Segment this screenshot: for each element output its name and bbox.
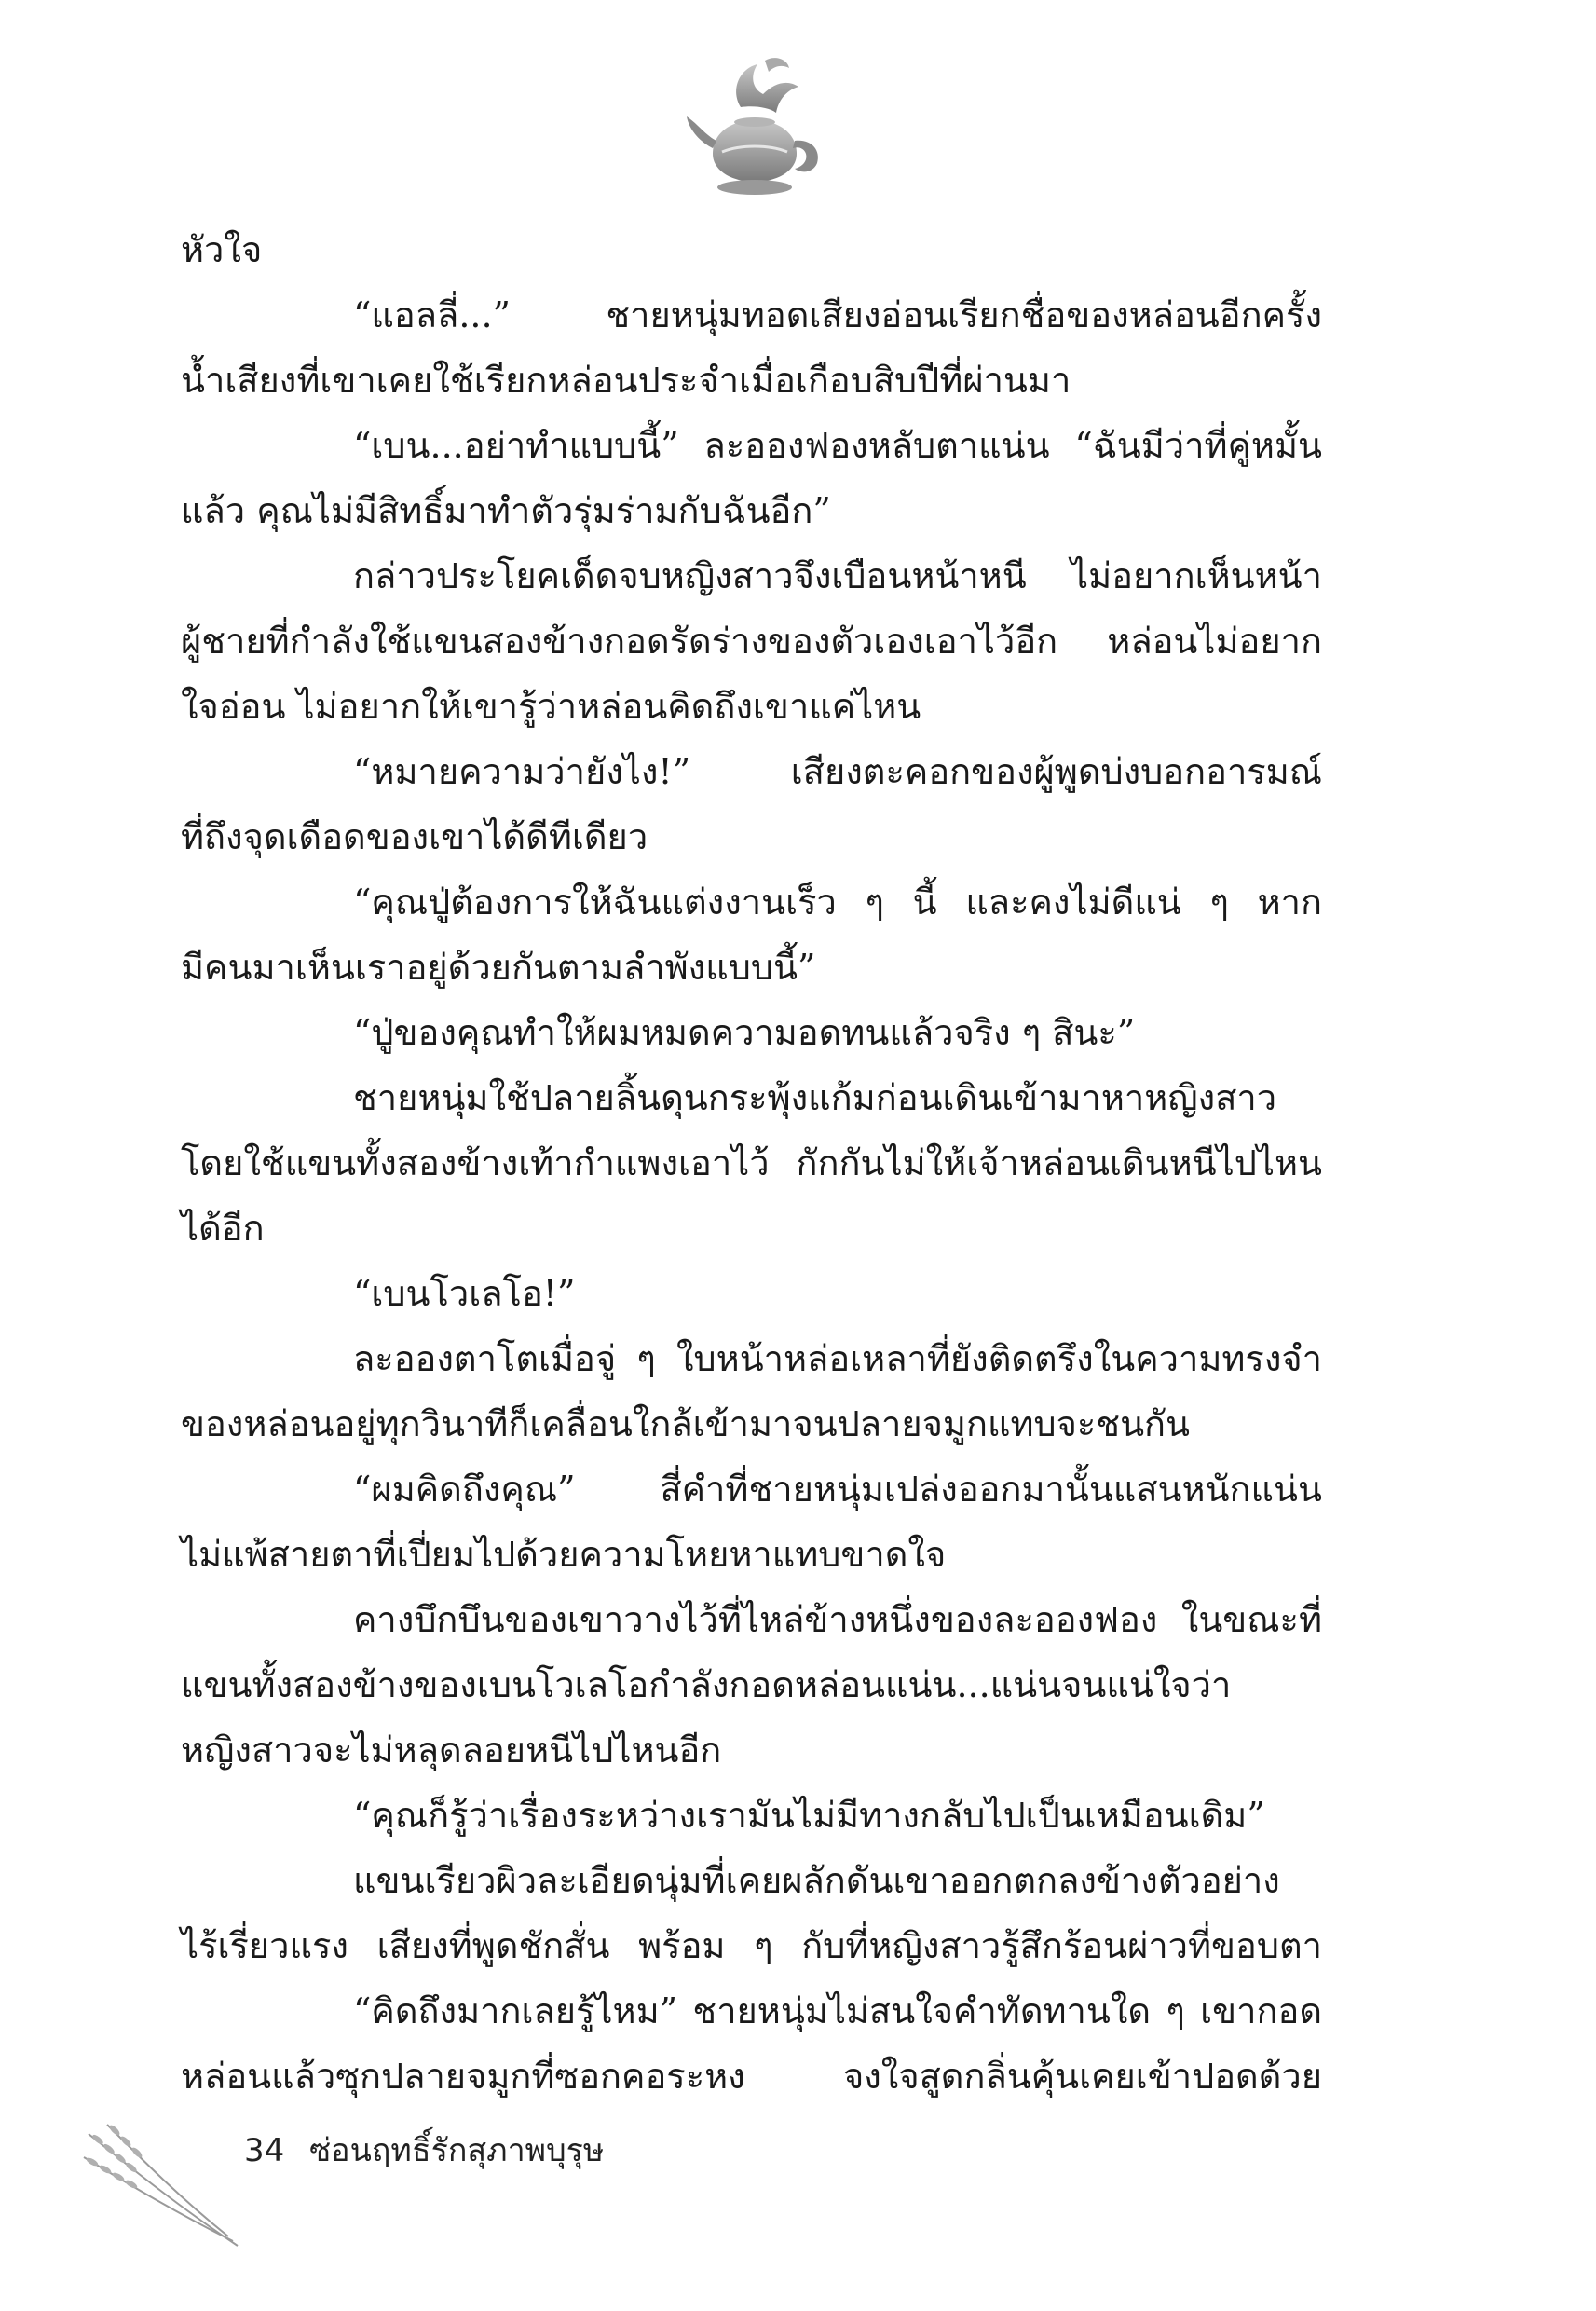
body-text <box>181 222 1322 2132</box>
text-line: ผู้ชายที่กำลังใช้แขนสองข้างกอดรัดร่างของตัวเองเอาไว้อีก หล่อนไม่อยาก <box>181 621 1322 662</box>
text-line: “คุณก็รู้ว่าเรื่องระหว่างเรามันไม่มีทางกลับไปเป็นเหมือนเดิม” <box>353 1795 1265 1836</box>
teapot-ornament-icon <box>685 51 825 210</box>
text-line: แล้ว คุณไม่มีสิทธิ์มาทำตัวรุ่มร่ามกับฉันอีก” <box>181 490 831 531</box>
text-line: น้ำเสียงที่เขาเคยใช้เรียกหล่อนประจำเมื่อเกือบสิบปีที่ผ่านมา <box>181 360 1071 401</box>
text-line: “ผมคิดถึงคุณ” สี่คำที่ชายหนุ่มเปล่งออกมานั้นแสนหนักแน่น <box>353 1469 1322 1510</box>
lavender-sprig-icon <box>79 2115 247 2255</box>
text-line: “คิดถึงมากเลยรู้ไหม” ชายหนุ่มไม่สนใจคำทัดทานใด ๆ เขากอด <box>353 1990 1322 2031</box>
text-line: ของหล่อนอยู่ทุกวินาทีก็เคลื่อนใกล้เข้ามาจนปลายจมูกแทบจะชนกัน <box>181 1403 1191 1444</box>
book-title: ซ่อนฤทธิ์รักสุภาพบุรุษ <box>309 2132 605 2169</box>
text-line: กล่าวประโยคเด็ดจบหญิงสาวจึงเบือนหน้าหนี ไม่อยากเห็นหน้า <box>353 555 1322 596</box>
text-line: ไร้เรี่ยวแรง เสียงที่พูดชักสั่น พร้อม ๆ กับที่หญิงสาวรู้สึกร้อนผ่าวที่ขอบตา <box>181 1925 1322 1966</box>
text-line: “คุณปู่ต้องการให้ฉันแต่งงานเร็ว ๆ นี้ และคงไม่ดีแน่ ๆ หาก <box>353 882 1322 923</box>
text-line: หัวใจ <box>181 229 263 270</box>
text-line: ใจอ่อน ไม่อยากให้เขารู้ว่าหล่อนคิดถึงเขาแค่ไหน <box>181 686 921 727</box>
text-line: หล่อนแล้วซุกปลายจมูกที่ซอกคอระหง จงใจสูดกลิ่นคุ้นเคยเข้าปอดด้วย <box>181 2056 1322 2097</box>
text-line: “แอลลี่...” ชายหนุ่มทอดเสียงอ่อนเรียกชื่อของหล่อนอีกครั้ง <box>353 294 1322 335</box>
text-line: “เบน...อย่าทำแบบนี้” ละอองฟองหลับตาแน่น “ฉันมีว่าที่คู่หมั้น <box>353 425 1322 466</box>
text-line: มีคนมาเห็นเราอยู่ด้วยกันตามลำพังแบบนี้” <box>181 947 816 988</box>
text-line: ชายหนุ่มใช้ปลายลิ้นดุนกระพุ้งแก้มก่อนเดินเข้ามาหาหญิงสาว <box>353 1077 1277 1118</box>
text-line: โดยใช้แขนทั้งสองข้างเท้ากำแพงเอาไว้ กักกันไม่ให้เจ้าหล่อนเดินหนีไปไหน <box>181 1142 1322 1183</box>
text-line: คางบึกบึนของเขาวางไว้ที่ไหล่ข้างหนึ่งของละอองฟอง ในขณะที่ <box>353 1599 1322 1640</box>
text-line: ละอองตาโตเมื่อจู่ ๆ ใบหน้าหล่อเหลาที่ยังติดตรึงในความทรงจำ <box>353 1338 1322 1379</box>
text-line: ได้อีก <box>181 1208 265 1249</box>
text-line: ไม่แพ้สายตาที่เปี่ยมไปด้วยความโหยหาแทบขาดใจ <box>181 1534 947 1575</box>
text-line: แขนทั้งสองข้างของเบนโวเลโอกำลังกอดหล่อนแน่น...แน่นจนแน่ใจว่า <box>181 1664 1232 1705</box>
text-line: แขนเรียวผิวละเอียดนุ่มที่เคยผลักดันเขาออกตกลงข้างตัวอย่าง <box>353 1860 1280 1901</box>
text-line: “หมายความว่ายังไง!” เสียงตะคอกของผู้พูดบ่งบอกอารมณ์ <box>353 751 1322 792</box>
text-line: หญิงสาวจะไม่หลุดลอยหนีไปไหนอีก <box>181 1730 722 1771</box>
page-number: 34 <box>244 2132 285 2169</box>
text-line: “เบนโวเลโอ!” <box>353 1273 576 1314</box>
text-line: ที่ถึงจุดเดือดของเขาได้ดีทีเดียว <box>181 816 648 857</box>
text-line: “ปู่ของคุณทำให้ผมหมดความอดทนแล้วจริง ๆ สินะ” <box>353 1012 1136 1053</box>
page-footer <box>244 2123 604 2179</box>
